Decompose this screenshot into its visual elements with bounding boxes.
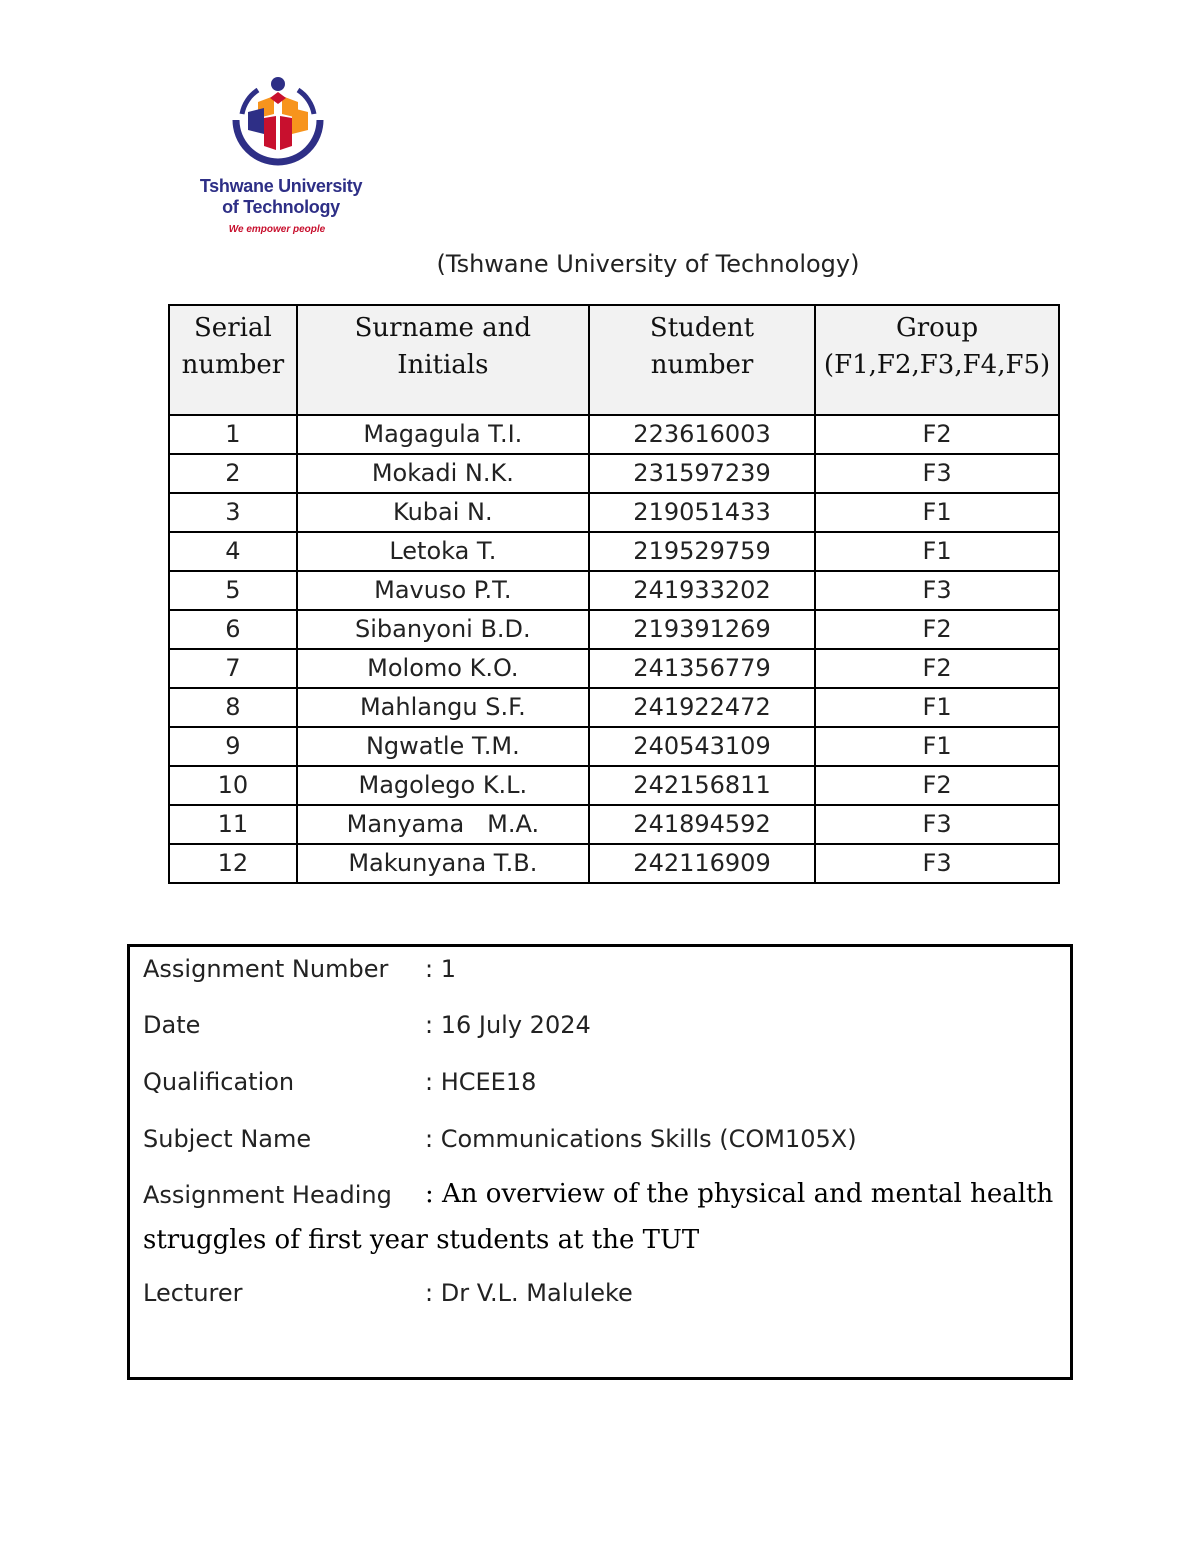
surname-initials-cell: Makunyana T.B. (297, 844, 589, 883)
surname-initials-cell: Manyama M.A. (297, 805, 589, 844)
logo-name-line1: Tshwane University (199, 176, 363, 196)
surname-initials-cell: Mahlangu S.F. (297, 688, 589, 727)
header-line: Initials (397, 350, 489, 380)
serial-number-cell: 4 (169, 532, 297, 571)
surname-initials-cell: Magagula T.I. (297, 415, 589, 454)
surname-initials-cell: Molomo K.O. (297, 649, 589, 688)
assignment-number-value: : 1 (425, 955, 456, 983)
surname-initials-cell: Sibanyoni B.D. (297, 610, 589, 649)
surname-initials-cell: Magolego K.L. (297, 766, 589, 805)
group-cell: F1 (815, 688, 1059, 727)
surname-initials-cell: Kubai N. (297, 493, 589, 532)
table-header-row (169, 305, 1059, 415)
student-number-cell: 219529759 (589, 532, 815, 571)
student-number-cell: 231597239 (589, 454, 815, 493)
qualification-value: : HCEE18 (425, 1068, 537, 1096)
table-row (169, 610, 1059, 649)
serial-number-cell: 11 (169, 805, 297, 844)
header-line: Surname and (354, 313, 532, 343)
group-members-table (168, 304, 1060, 884)
header-line: Group (895, 313, 979, 343)
header-line: Student (649, 313, 755, 343)
group-cell: F3 (815, 844, 1059, 883)
page-subtitle: (Tshwane University of Technology) (436, 250, 860, 278)
lecturer-value: : Dr V.L. Maluleke (425, 1279, 633, 1307)
qualification-label: Qualification (143, 1068, 295, 1096)
group-cell: F3 (815, 571, 1059, 610)
table-row (169, 493, 1059, 532)
logo-tagline: We empower people (228, 224, 326, 235)
subject-name-value: : Communications Skills (COM105X) (425, 1125, 857, 1153)
serial-number-cell: 1 (169, 415, 297, 454)
group-cell: F1 (815, 532, 1059, 571)
surname-initials-cell: Ngwatle T.M. (297, 727, 589, 766)
lecturer-label: Lecturer (143, 1279, 243, 1307)
table-row (169, 415, 1059, 454)
serial-number-cell: 5 (169, 571, 297, 610)
serial-number-cell: 6 (169, 610, 297, 649)
serial-number-cell: 3 (169, 493, 297, 532)
header-group (815, 305, 1059, 415)
surname-initials-cell: Letoka T. (297, 532, 589, 571)
assignment-number-label: Assignment Number (143, 955, 389, 983)
assignment-heading-continuation: struggles of first year students at the TUT (143, 1225, 700, 1255)
serial-number-cell: 8 (169, 688, 297, 727)
table-row (169, 532, 1059, 571)
group-cell: F1 (815, 727, 1059, 766)
table-row (169, 454, 1059, 493)
header-serial-number (169, 305, 297, 415)
serial-number-cell: 12 (169, 844, 297, 883)
header-surname-initials (297, 305, 589, 415)
surname-initials-cell: Mokadi N.K. (297, 454, 589, 493)
student-number-cell: 241894592 (589, 805, 815, 844)
serial-number-cell: 7 (169, 649, 297, 688)
group-cell: F2 (815, 649, 1059, 688)
table-row (169, 688, 1059, 727)
student-number-cell: 242116909 (589, 844, 815, 883)
date-value: : 16 July 2024 (425, 1011, 591, 1039)
table-row (169, 805, 1059, 844)
subject-name-label: Subject Name (143, 1125, 312, 1153)
date-label: Date (143, 1011, 201, 1039)
student-number-cell: 241356779 (589, 649, 815, 688)
header-line: (F1,F2,F3,F4,F5) (823, 350, 1051, 380)
student-number-cell: 219391269 (589, 610, 815, 649)
assignment-heading-label: Assignment Heading (143, 1181, 392, 1209)
student-number-cell: 241922472 (589, 688, 815, 727)
table-row (169, 766, 1059, 805)
student-number-cell: 219051433 (589, 493, 815, 532)
header-line: number (650, 350, 754, 380)
group-cell: F3 (815, 805, 1059, 844)
table-row (169, 844, 1059, 883)
serial-number-cell: 9 (169, 727, 297, 766)
header-student-number (589, 305, 815, 415)
tut-emblem-icon (228, 72, 328, 172)
serial-number-cell: 2 (169, 454, 297, 493)
student-number-cell: 241933202 (589, 571, 815, 610)
logo-name-line2: of Technology (222, 197, 340, 217)
header-line: Serial (194, 313, 272, 343)
group-cell: F2 (815, 415, 1059, 454)
student-number-cell: 240543109 (589, 727, 815, 766)
table-row (169, 727, 1059, 766)
table-row (169, 571, 1059, 610)
group-cell: F1 (815, 493, 1059, 532)
assignment-info-box (127, 944, 1073, 1380)
logo-wordmark (198, 176, 364, 218)
header-line: number (181, 350, 285, 380)
group-cell: F2 (815, 766, 1059, 805)
group-cell: F2 (815, 610, 1059, 649)
student-number-cell: 223616003 (589, 415, 815, 454)
surname-initials-cell: Mavuso P.T. (297, 571, 589, 610)
table-row (169, 649, 1059, 688)
assignment-heading-value: : An overview of the physical and mental health (425, 1179, 1054, 1209)
group-cell: F3 (815, 454, 1059, 493)
university-logo (198, 72, 368, 242)
student-number-cell: 242156811 (589, 766, 815, 805)
serial-number-cell: 10 (169, 766, 297, 805)
